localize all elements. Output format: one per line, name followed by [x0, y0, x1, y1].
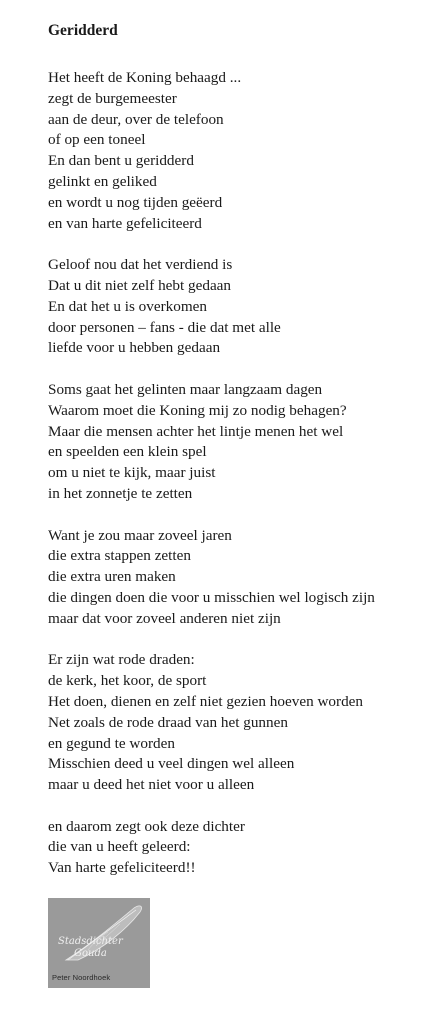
poem-line: die extra stappen zetten: [48, 547, 191, 565]
poem-line: en speelden een klein spel: [48, 443, 207, 461]
poem-line: Waarom moet die Koning mij zo nodig behagen?: [48, 401, 347, 419]
stanza-1: [48, 68, 438, 234]
poem-line: die van u heeft geleerd:: [48, 838, 191, 856]
svg-text:Stadsdichter: Stadsdichter: [58, 936, 123, 947]
stanza-3: [48, 380, 438, 505]
logo-author-name: Peter Noordhoek: [52, 973, 111, 982]
poem-line: En dat het u is overkomen: [48, 297, 208, 315]
poem-line: en gegund te worden: [48, 734, 175, 752]
poem-line: in het zonnetje te zetten: [48, 484, 193, 502]
stanza-5: [48, 650, 438, 796]
poem-line: en daarom zegt ook deze dichter: [48, 817, 245, 835]
poem-line: die extra uren maken: [48, 568, 176, 586]
poem-line: Maar die mensen achter het lintje menen het wel: [48, 422, 344, 440]
poem-line: liefde voor u hebben gedaan: [48, 339, 221, 357]
svg-text:Gouda: Gouda: [74, 948, 107, 959]
poem-line: aan de deur, over de telefoon: [48, 110, 224, 128]
poem-line: de kerk, het koor, de sport: [48, 672, 207, 690]
poem-line: of op een toneel: [48, 131, 146, 149]
poem-line: Er zijn wat rode draden:: [48, 651, 195, 669]
poem-line: Van harte gefeliciteerd!!: [48, 859, 196, 877]
poem-line: door personen – fans - die dat met alle: [48, 318, 281, 336]
poem-line: Soms gaat het gelinten maar langzaam dagen: [48, 380, 323, 398]
poem-line: om u niet te kijk, maar juist: [48, 464, 216, 482]
stanza-6: [48, 817, 438, 879]
poem-line: Dat u dit niet zelf hebt gedaan: [48, 276, 232, 294]
poem-line: maar u deed het niet voor u alleen: [48, 776, 255, 794]
stanza-2: [48, 255, 438, 359]
poem-line: Misschien deed u veel dingen wel alleen: [48, 755, 295, 773]
poem-line: en van harte gefeliciteerd: [48, 214, 202, 232]
poem-line: zegt de burgemeester: [48, 89, 177, 107]
poem-title: Geridderd: [48, 22, 118, 39]
poem-body: [48, 68, 438, 879]
poem-line: en wordt u nog tijden geëerd: [48, 193, 223, 211]
poem-page: [48, 20, 438, 900]
poem-line: gelinkt en geliked: [48, 172, 157, 190]
stadsdichter-logo: [48, 898, 150, 988]
stanza-4: [48, 526, 438, 630]
poem-line: die dingen doen die voor u misschien wel logisch zijn: [48, 588, 375, 606]
poem-line: Het doen, dienen en zelf niet gezien hoeven worden: [48, 692, 364, 710]
poem-line: Net zoals de rode draad van het gunnen: [48, 713, 288, 731]
poem-line: maar dat voor zoveel anderen niet zijn: [48, 609, 281, 627]
poem-line: Geloof nou dat het verdiend is: [48, 256, 233, 274]
poem-line: Het heeft de Koning behaagd ...: [48, 69, 242, 86]
poem-line: Want je zou maar zoveel jaren: [48, 526, 232, 544]
poem-line: En dan bent u geridderd: [48, 152, 194, 170]
